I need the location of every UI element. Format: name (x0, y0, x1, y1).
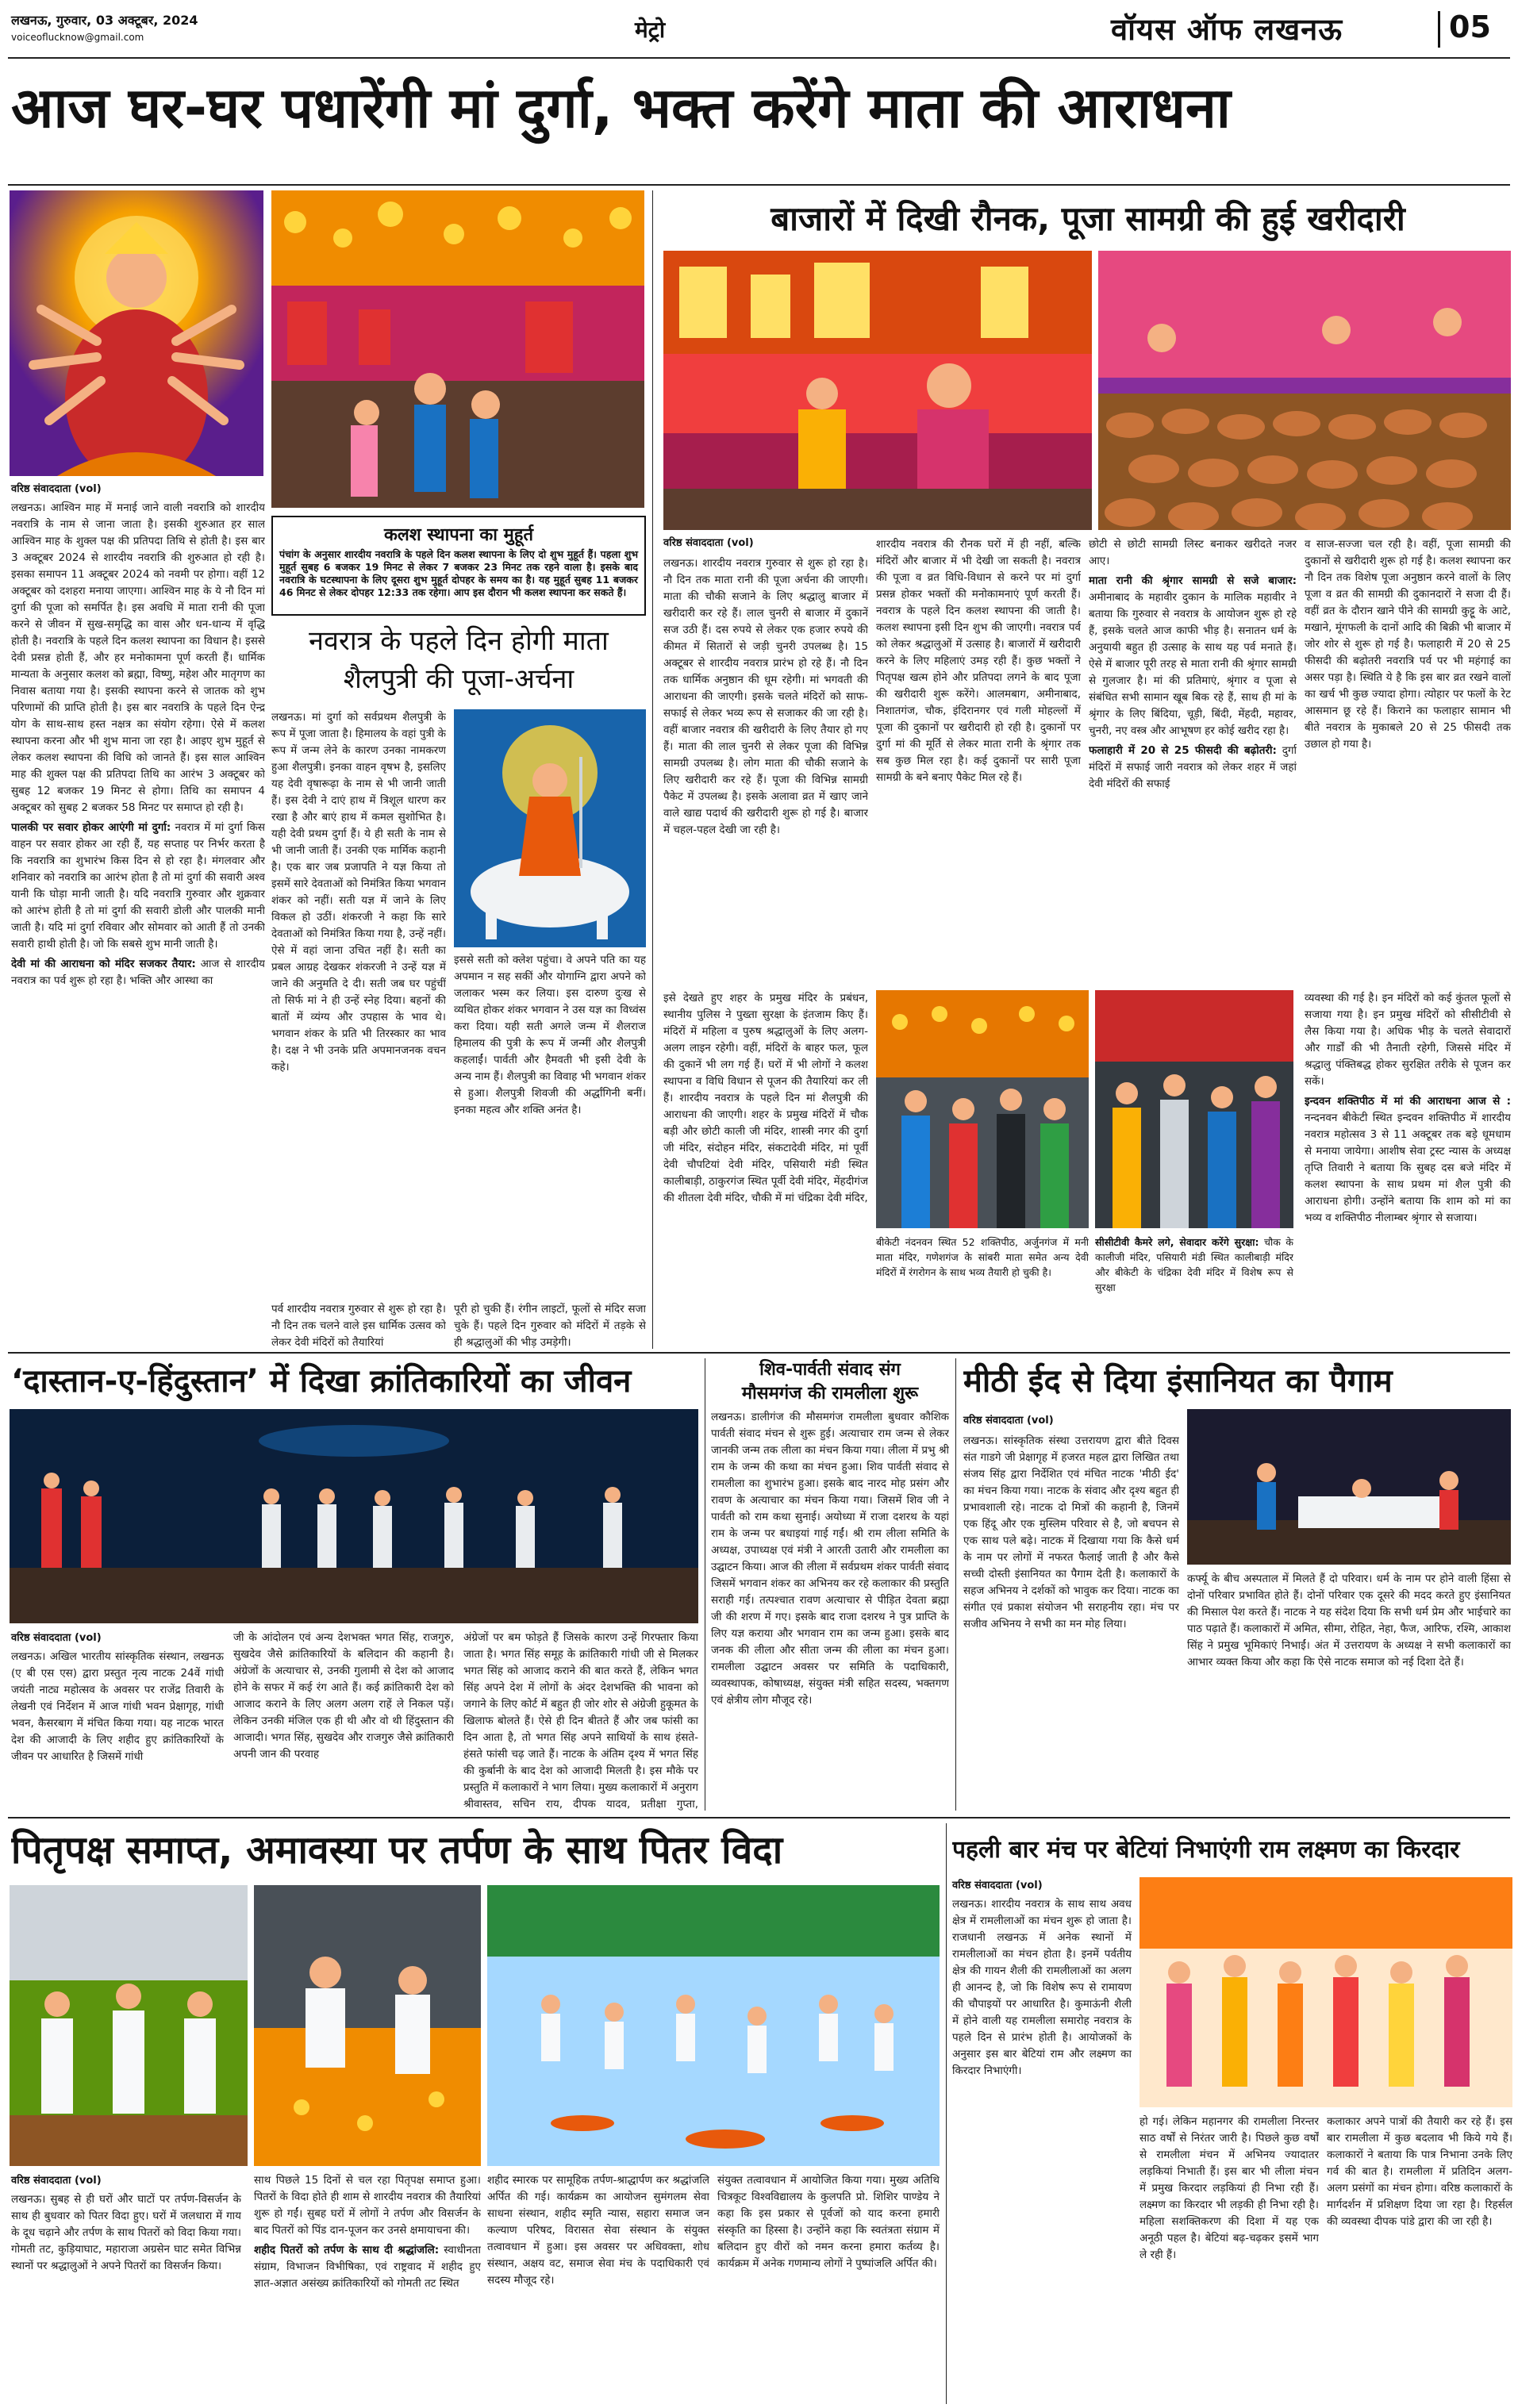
ram-column-3 (1327, 2114, 1512, 2404)
mid-rule-2 (8, 1817, 1510, 1818)
ram-column-1 (952, 1896, 1132, 2404)
temples-col2: व्यवस्था की गई है। इन मंदिरों को कई कुंतल फूलों से सजाया गया है। इन प्रमुख मंदिरों को सीसीटीवी से लैस किया गया है। अधिक भीड़ के चलते सेवादारों और गार्डों की भी तैनाती रहेगी, जिससे मंदिर में श्रद्धालु पंक्तिबद्ध होकर सुरक्षित तरीके से पूजन कर सकें। (1305, 992, 1511, 1088)
column-divider-1 (652, 190, 653, 1349)
pitru-headline: पितृपक्ष समाप्त, अमावस्या पर तर्पण के साथ पितर विदा (11, 1828, 783, 1872)
shiv-headline (711, 1358, 949, 1406)
bazaar-col3: छोटी से छोटी सामग्री लिस्ट बनाकर खरीदते नजर आए। (1089, 538, 1297, 567)
temples-col2-b: नन्दनवन बीकेटी स्थित इन्दवन शक्तिपीठ में शारदीय नवरात्र महोत्सव 3 से 11 अक्टूबर तक बड़े धूमधाम से मनाया जायेगा। आशीष सेवा ट्रस्ट न्यास के अध्यक्ष तृप्ति तिवारी ने बताया कि सुबह दस बजे मंदिर में कलश स्थापना के साथ प्रथम मां शैल पुत्री की आराधना होगी। उन्होंने बताया कि शाम को मां का भव्य व शक्तिपीठ नीलाम्बर श्रृंगार से सजाया। (1305, 1112, 1511, 1224)
temples-column-1 (663, 990, 868, 1349)
shailputri-column-1 (271, 709, 446, 1296)
temple-caption-2 (1095, 1235, 1293, 1349)
bazaar-col3-c: दुर्गा मंदिरों में सफाई जारी नवरात्र को लेकर शहर में जहां देवी मंदिरों की सफाई (1089, 744, 1297, 790)
muhurat-text: पंचांग के अनुसार शारदीय नवरात्रि के पहले दिन कलश स्थापना के लिए दो शुभ मुहूर्त हैं। पहला शुभ मुहूर्त सुबह 6 बजकर 19 मिनट से लेकर 7 बजकर 23 मिनट तक रहने वाला है। इसके बाद नवरात्रि के घटस्थापना के लिए दूसरा शुभ मुहूर्त दोपहर के समय का है। यह मुहूर्त सुबह 11 बजकर 46 मिनट से लेकर दोपहर 12:33 तक रहेगा। आप इस दौरान भी कलश स्थापना कर सकते हैं। (279, 548, 638, 598)
shailputri-headline-2: शैलपुत्री की पूजा-अर्चना (343, 663, 575, 695)
shiv-headline-2: मौसमगंज की रामलीला शुरू (741, 1384, 919, 1404)
dastan-col2: जी के आंदोलन एवं अन्य देशभक्त भगत सिंह, राजगुरु, सुखदेव जैसे क्रांतिकारियों के बलिदान की कहानी है। अंग्रेजों के अत्याचार से, उनकी गुलामी से देश को आजाद होने के सफर में कई रंग आते हैं। कई क्रांतिकारी देश को आजाद कराने के लिए अलग अलग राहें ले निकल पड़ें। लेकिन उनकी मंजिल एक ही थी और वो थी हिंदुस्तान की आजादी। भगत सिंह, सुखदेव और राजगुरु जैसे क्रांतिकारी अपनी जान की परवाह (233, 1631, 454, 1761)
pitru-column-2 (254, 2172, 481, 2404)
pitru-col2-b: स्वाधीनता संग्राम, विभाजन विभीषिका, एवं राष्ट्रवाद में शहीद हुए ज्ञात-अज्ञात असंख्य क्रांतिकारियों को गोमती तट स्थित (254, 2244, 481, 2290)
masthead-divider (1438, 11, 1440, 48)
pitru-col3: शहीद स्मारक पर सामूहिक तर्पण-श्राद्धार्पण कर श्रद्धांजलि अर्पित की गई। कार्यक्रम का आयोजन सुमंगलम सेवा साधना संस्थान, शहीद स्मृति न्यास, सहारा समाज जन कल्याण परिषद, विरासत सेवा संस्थान के संयुक्त तत्वावधान में हुआ। इस अवसर पर अधिवक्ता, शोध संस्थान, अक्षय वट, समाज सेवा मंच के पदाधिकारी एवं सदस्य मौजूद रहे। (487, 2174, 709, 2287)
ram-photo (1139, 1877, 1512, 2107)
story1-column-1 (11, 500, 265, 1309)
pitru-photo-2 (254, 1885, 481, 2166)
dastan-col3: अंग्रेजों पर बम फोड़ते हैं जिसके कारण उन्हें गिरफ्तार किया जाता है। भगत सिंह समूह के क्रांतिकारी गांधी जी से मिलकर भगत सिंह को आजाद कराने की बात करते हैं, लेकिन भगत सिंह अपने देश में लोगों के अंदर देशभक्ति की भावना को जगाने के लिए कोर्ट में बहुत ही जोर शोर से अंग्रेजी हुकूमत के खिलाफ बोलते हैं। ऐसे ही दिन बीतते हैं और जब फांसी का दिन आता है, तो भगत सिंह अपने साथियों के साथ हंसते-हंसते फांसी चढ़ जाते हैं। नाटक के अंतिम दृश्य में भगत सिंह की कुर्बानी के बाद देश को आजादी मिलती है। इस मौके पर प्रस्तुति में कलाकारों ने भाग लिया। मुख्य कलाकारों में अनुराग श्रीवास्तव, सचिन राय, दीपक यादव, प्रतीक्षा गुप्ता, (463, 1631, 698, 1811)
pitru-column-3 (487, 2172, 709, 2404)
ram-col1: लखनऊ। शारदीय नवरात्र के साथ साथ अवध क्षेत्र में रामलीलाओं का मंचन शुरू हो जाता है। राजधानी लखनऊ में अनेक स्थानों में रामलीलाओं का मंचन होता है। इनमें पर्वतीय क्षेत्र की गायन शैली की रामलीलाओं का अलग ही आनन्द है, जो कि विशेष रूप से रामायण की चौपाइयों पर आधारित है। कुमाऊंनी शैली में होने वाली यह रामलीला समारोह नवरात्र के पहले दिन से प्रारंभ होती है। आयोजकों के अनुसार इस बार बेटियां राम और लक्ष्मण का किरदार निभाएंगी। (952, 1898, 1132, 2077)
email: voiceoflucknow@gmail.com (11, 32, 144, 43)
temples-col1: इसे देखते हुए शहर के प्रमुख मंदिर के प्रबंधन, स्थानीय पुलिस ने पुख्ता सुरक्षा के इंतजाम किए हैं। मंदिरों में महिला व पुरुष श्रद्धालुओं के लिए अलग-अलग लाइन रहेगी। वहीं, मंदिरों के बाहर फल, फूल की दुकानें भी लग गई हैं। घरों में भी लोगों ने कलश स्थापना व विधि विधान से पूजन की तैयारियां कर ली हैं। शारदीय नवरात्र के पहले दिन मां शैलपुत्री की आराधना की जाएगी। शहर के प्रमुख मंदिरों में चौक बड़ी और छोटी काली जी मंदिर, शास्त्री नगर की दुर्गा जी मंदिर, संदोहन मंदिर, संकटादेवी मंदिर, मां पूर्वी देवी चौपटियां देवी मंदिर, पसियारी मंडी स्थित कालीबाड़ी, ठाकुरगंज स्थित पूर्वी देवी मंदिर, मेंहदीगंज की शीतला देवी मंदिर, चौकी में मां चंद्रिका देवी मंदिर, (663, 992, 868, 1204)
muhurat-box (271, 516, 646, 616)
temples-column-2 (1305, 990, 1511, 1349)
dastan-column-1 (11, 1649, 224, 1811)
dastan-column-2 (233, 1630, 454, 1811)
shiv-headline-1: शिव-पार्वती संवाद संग (759, 1360, 901, 1380)
story1-bottom-right (454, 1301, 646, 1350)
masthead (0, 0, 1518, 63)
pitru-photo-3 (487, 1885, 940, 2166)
market-photo-1 (271, 190, 644, 508)
temple-caption-1: बीकेटी नंदनवन स्थित 52 शक्तिपीठ, अर्जुनगंज में मनी माता मंदिर, गणेशगंज के सांबरी माता समेत अन्य देवी मंदिरों में रंगरोगन के साथ भव्य तैयारी हो चुकी है। (876, 1236, 1089, 1278)
paper-name: वॉयस ऑफ लखनऊ (1111, 12, 1343, 47)
column-divider-4 (946, 1823, 947, 2404)
story1-bottom-left (271, 1301, 446, 1350)
story1-bottom-a: पर्व शारदीय नवरात्र गुरुवार से शुरू हो रहा है। नौ दिन तक चलने वाले इस धार्मिक उत्सव को लेकर देवी मंदिरों को तैयारियां (271, 1303, 446, 1349)
masthead-rule (8, 57, 1510, 59)
muhurat-title: कलश स्थापना का मुहूर्त (383, 525, 533, 545)
eid-photo (1187, 1409, 1511, 1565)
pitru-col1: लखनऊ। सुबह से ही घरों और घाटों पर तर्पण-विसर्जन के साथ ही बुधवार को पितर विदा हुए। घरों में जलधारा में गाय के दूध चढ़ाने और तर्पण के साथ पितरों को विदा किया गया। गोमती तट, कुड़ियाघाट, महाराजा अग्रसेन घाट समेत विभिन्न स्थानों पर श्रद्धालुओं ने अपने पितरों का विसर्जन किया। (11, 2193, 241, 2272)
bazaar-subhead-shringar: माता रानी की श्रृंगार सामग्री से सजे बाजार: (1089, 574, 1297, 587)
temple-crowd-photo-1 (876, 990, 1089, 1228)
shailputri-headline-1: नवरात्र के पहले दिन होगी माता (309, 625, 609, 657)
shiv-column (711, 1409, 949, 1811)
temple-crowd-photo-2 (1095, 990, 1293, 1228)
bazaar-photo-1 (663, 251, 1092, 530)
bazaar-photo-2 (1098, 251, 1511, 530)
temples-subhead-indavan: इन्दवन शक्तिपीठ में मां की आराधना आज से : (1305, 1095, 1511, 1108)
pitru-credit: वरिष्ठ संवाददाता (vol) (11, 2175, 102, 2187)
pitru-col2: साथ पिछले 15 दिनों से चल रहा पितृपक्ष समाप्त हुआ। पितरों के विदा होते ही शाम से शारदीय नवरात्र की तैयारियां शुरू हो गईं। सुबह घरों में लोगों ने तर्पण और विसर्जन के बाद पितरों को पिंड दान-पूजन कर उनसे क्षमायाचना की। (254, 2174, 481, 2237)
bazaar-credit: वरिष्ठ संवाददाता (vol) (663, 537, 754, 549)
pitru-photo-1 (10, 1885, 248, 2166)
section-label: मेट्रो (635, 17, 666, 43)
eid-column-1 (963, 1433, 1179, 1811)
mid-rule-1 (8, 1352, 1510, 1354)
temple-caption-2-text: चौक के कालीजी मंदिर, पसियारी मंडी स्थित कालीबाड़ी मंदिर और बीकेटी के चंद्रिका देवी मंदिर में विशेष रूप से सुरक्षा (1095, 1236, 1293, 1293)
column-divider-3 (955, 1358, 956, 1811)
story1-col1-text: लखनऊ। आश्विन माह में मनाई जाने वाली नवरात्रि को शारदीय नवरात्रि के नाम से जाना जाता है। इसकी शुरुआत हर साल आश्विन माह के शुक्ल पक्ष की प्रतिपदा तिथि से होती है। इस बार 3 अक्टूबर 2024 से शारदीय नवरात्रि की शुरुआत हो रही है। इसका समापन 11 अक्टूबर 2024 को नवमी पर होगा। वहीं 12 अक्टूबर को दशहरा मनाया जाएगा। आश्विन माह के ये नौ दिन मां दुर्गा की पूजा को समर्पित है। इस अवधि में माता रानी की पूजा करने से जीवन में सुख-समृद्धि का वास और धन-धान्य में वृद्धि होती है। नवरात्रि के पहले दिन कलश स्थापना का विधान है। इससे देवी प्रसन्न होती हैं, और हर मनोकामना पूर्ण करती हैं। धार्मिक मान्यता के अनुसार कलश को ब्रह्मा, विष्णु, महेश और मातृगण का निवास बताया गया है। इसकी स्थापना करने से जातक को शुभ परिणामों की प्राप्ति होती है। इस बार नवरात्रि के पहले दिन ऐन्द्र योग के साथ-साथ हस्त नक्षत्र का संयोग रहेगा। ऐसे में कलश स्थापना करना और भी शुभ माना जा रहा है। आइए शुभ मुहूर्त से लेकर कलश स्थापना की विधि को जानते हैं। इस साल आश्विन माह की शुक्ल पक्ष की प्रतिपदा तिथि का आरंभ 3 अक्टूबर को सुबह 12 बजकर 19 मिनट से होगा। तिथि का समापन 4 अक्टूबर को सुबह 2 बजकर 58 मिनट पर समाप्त हो रही है। (11, 501, 265, 814)
shailputri-col2: इससे सती को क्लेश पहुंचा। वे अपने पति का यह अपमान न सह सकीं और योगाग्नि द्वारा अपने को जलाकर भस्म कर लिया। इस दारुण दुःख से व्यथित होकर शंकर भगवान ने उस यज्ञ का विध्वंस करा दिया। यही सती अगले जन्म में शैलराज हिमालय की पुत्री के रूप में जन्मीं और शैलपुत्री कहलाईं। पार्वती और हैमवती भी इसी देवी के अन्य नाम हैं। शैलपुत्री का विवाह भी भगवान शंकर से हुआ। शैलपुत्री शिवजी की अर्द्धांगिनी बनीं। इनका महत्व और शक्ति अनंत है। (454, 954, 646, 1116)
dastan-col1: लखनऊ। अखिल भारतीय सांस्कृतिक संस्थान, लखनऊ (ए बी एस एस) द्वारा प्रस्तुत नृत्य नाटक 24वें गांधी जयंती नाट्य महोत्सव के अवसर पर राजेंद्र तिवारी के लेखनी एवं निर्देशन में आज गांधी भवन प्रेक्षागृह, गांधी भवन, कैसरबाग में मंचित किया गया। यह नाटक भारत देश की आजादी के लिए शहीद हुए क्रांतिकारियों के जीवन पर आधारित है जिसमें गांधी (11, 1650, 224, 1763)
bazaar-subhead-falahari: फलाहारी में 20 से 25 फीसदी की बढ़ोतरी: (1089, 744, 1277, 757)
pitru-column-1 (11, 2191, 241, 2404)
pitru-column-4 (717, 2172, 940, 2404)
story1-credit: वरिष्ठ संवाददाता (vol) (11, 483, 102, 495)
dastan-column-3-text (463, 1630, 698, 1811)
shailputri-illustration (454, 709, 646, 947)
pitru-subhead-shahid: शहीद पितरों को तर्पण के साथ दी श्रद्धांजलि: (254, 2244, 440, 2256)
ram-col2: हो गई। लेकिन महानगर की रामलीला निरन्तर साठ वर्षों से निरंतर जारी है। पिछले कुछ वर्षों से रामलीला मंचन में अभिनय ज्यादातर लड़कियां निभाती हैं। इस बार भी लीला मंचन में प्रमुख किरदार लड़कियां ही निभा रही हैं। लक्ष्मण का किरदार भी लड़की ही निभा रही है। महिला सशक्तिकरण की दिशा में यह एक अनूठी पहल है। बेटियां बढ़-चढ़कर इसमें भाग ले रही हैं। (1139, 2115, 1319, 2261)
shailputri-col1: लखनऊ। मां दुर्गा को सर्वप्रथम शैलपुत्री के रूप में पूजा जाता है। हिमालय के वहां पुत्री के रूप में जन्म लेने के कारण उनका नामकरण हुआ शैलपुत्री। इनका वाहन वृषभ है, इसलिए यह देवी वृषारूढ़ा के नाम से भी जानी जाती हैं। इस देवी ने दाएं हाथ में त्रिशूल धारण कर रखा है और बाएं हाथ में कमल सुशोभित है। यही देवी प्रथम दुर्गा हैं। ये ही सती के नाम से भी जानी जाती हैं। उनकी एक मार्मिक कहानी है। एक बार जब प्रजापति ने यज्ञ किया तो इसमें सारे देवताओं को निमंत्रित किया भगवान शंकर को नहीं। सती यज्ञ में जाने के लिए विकल हो उठीं। शंकरजी ने कहा कि सारे देवताओं को निमंत्रित किया गया है, उन्हें नहीं। ऐसे में वहां जाना उचित नहीं है। सती का प्रबल आग्रह देखकर शंकरजी ने उन्हें यज्ञ में जाने की अनुमति दे दी। सती जब घर पहुंचीं तो सिर्फ मां ने ही उन्हें स्नेह दिया। बहनों की बातों में व्यंग्य और उपहास के भाव थे। भगवान शंकर के प्रति भी तिरस्कार का भाव है। दक्ष ने भी उनके प्रति अपमानजनक वचन कहे। (271, 711, 446, 1073)
bazaar-column-2 (876, 536, 1081, 984)
ram-headline: पहली बार मंच पर बेटियां निभाएंगी राम लक्ष्मण का किरदार (952, 1836, 1460, 1864)
bazaar-column-3 (1089, 536, 1297, 984)
bazaar-column-4 (1305, 536, 1511, 984)
shailputri-headline (271, 622, 646, 698)
pitru-col4: संयुक्त तत्वावधान में आयोजित किया गया। मुख्य अतिथि चित्रकूट विश्वविद्यालय के कुलपति प्रो. शिशिर पाण्डेय ने कहा कि इस प्रकार से पूर्वजों को याद करना हमारी संस्कृति का हिस्सा है। उन्होंने कहा कि स्वतंत्रता संग्राम में बलिदान हुए वीरों को नमन करना हमारा कर्तव्य है। कार्यक्रम में अनेक गणमान्य लोगों ने पुष्पांजलि अर्पित की। (717, 2174, 940, 2270)
durga-illustration (10, 190, 263, 476)
dateline: लखनऊ, गुरुवार, 03 अक्टूबर, 2024 (11, 13, 198, 28)
eid-column-2 (1187, 1571, 1511, 1811)
eid-headline: मीठी ईद से दिया इंसानियत का पैगाम (963, 1363, 1393, 1400)
bazaar-headline: बाजारों में दिखी रौनक, पूजा सामग्री की हुई खरीदारी (771, 199, 1405, 238)
page-number: 05 (1449, 10, 1491, 44)
headline-rule (8, 184, 1510, 186)
main-headline: आज घर-घर पधारेंगी मां दुर्गा, भक्त करेंगे माता की आराधना (11, 75, 1231, 140)
story1-bottom-b: पूरी हो चुकी हैं। रंगीन लाइटों, फूलों से मंदिर सजा चुके हैं। पहले दिन गुरुवार को मंदिरों में तड़के से ही श्रद्धालुओं की भीड़ उमड़ेगी। (454, 1303, 646, 1349)
story1-subhead-palki: पालकी पर सवार होकर आएंगी मां दुर्गा: (11, 821, 171, 834)
bazaar-col2: शारदीय नवरात्र की रौनक घरों में ही नहीं, बल्कि मंदिरों और बाजार में भी देखी जा सकती है। नवरात्र की पूजा व व्रत विधि-विधान से करने पर मां दुर्गा प्रसन्न होकर भक्तों की मनोकामनाएं पूर्ण करती हैं। नवरात्र के पहले दिन कलश स्थापना की जाती है। कलश स्थापना इसी दिन शुभ की जाएगी। नवरात्र पर्व को लेकर श्रद्धालुओं में उत्साह है। बाजारों में खरीदारी करने के लिए महिलाएं उमड़ रही हैं। कुछ भक्तों ने पितृपक्ष खत्म होने और प्रतिपदा लगने के बाद पूजा की खरीदारी शुरू करेंगे। आलमबाग, अमीनाबाद, निशातगंज, चौक, इंदिरानगर एवं गली मोहल्लों में पूजा की दुकानों पर खरीदारी हो रही है। दुकानों पर दुर्गा मां की मूर्ति से लेकर माता रानी के श्रृंगार तक सब कुछ मिल रहा है। कई दुकानों पर सारी पूजा सामग्री के बने बनाए पैकेट मिल रहे हैं। (876, 538, 1081, 784)
temple-caption-2-bold: सीसीटीवी कैमरे लगे, सेवादार करेंगे सुरक्षा: (1095, 1236, 1259, 1248)
shiv-col: लखनऊ। डालीगंज की मौसमगंज रामलीला बुधवार कौशिक पार्वती संवाद मंचन से शुरू हुई। अत्याचार राम जन्म से लेकर जानकी जन्म तक लीला का मंचन किया गया। लीला में प्रभु श्री राम के जन्म की कथा का मंचन हुआ। शिव पार्वती संवाद से रामलीला का शुभारंभ हुआ। इसके बाद नारद मोह प्रसंग और रावण के अत्याचार का मंचन किया गया। जिसमें शिव जी ने पार्वती को राम कथा सुनाई। अयोध्या में राजा दशरथ के यहां राम के जन्म पर बधाइयां गाई गईं। श्री राम लीला समिति के अध्यक्ष, उपाध्यक्ष एवं मंत्री ने आरती उतारी और रामलीला का उद्घाटन किया। आज की लीला में सर्वप्रथम शंकर पार्वती संवाद जिसमें भगवान शंकर का अभिनय कर रहे कलाकार की प्रस्तुति सराही गई। तत्पश्चात रावण अत्याचार से पीड़ित देवता ब्रह्मा जी की शरण में गए। इसके बाद राजा दशरथ ने पुत्र प्राप्ति के लिए यज्ञ कराया और भगवान राम का जन्म हुआ। इसके बाद जनक की लीला और सीता जन्म की लीला का मंचन हुआ। रामलीला उद्घाटन अवसर पर समिति के पदाधिकारी, व्यवस्थापक, कोषाध्यक्ष, संयुक्त मंत्री सहित सदस्य, भक्तगण एवं क्षेत्रीय लोग मौजूद रहे। (711, 1411, 949, 1707)
bazaar-column-1 (663, 555, 868, 984)
dastan-headline: ‘दास्तान-ए-हिंदुस्तान’ में दिखा क्रांतिकारियों का जीवन (11, 1363, 632, 1400)
dastan-credit: वरिष्ठ संवाददाता (vol) (11, 1632, 102, 1644)
eid-credit: वरिष्ठ संवाददाता (vol) (963, 1415, 1054, 1427)
bazaar-col4: व साज-सज्जा चल रही है। वहीं, पूजा सामग्री की दुकानों से खरीदारी शुरू हो गई है। कलश स्थापना कर नौ दिन तक विशेष पूजा अनुष्ठान करने वालों के लिए पूजा व व्रत की सामग्री की दुकानदारों ने सजा दी हैं। वहीं व्रत के दौरान खाने पीने की सामग्री कुट्टू के आटे, मखाने, मूंगफली के दानों आदि की बिक्री भी बाजार में जोर शोर से शुरू हो गई है। फलाहारी में 20 से 25 फीसदी की बढ़ोतरी नवरात्रि पर्व पर भी महंगाई का असर पड़ा है। स्थिति ये है कि इस बार व्रत रखने वालों का खर्च भी कुछ ज्यादा होगा। त्योहार पर फलों के रेट आसमान छू रहे हैं। किराने का फलाहार सामान भी बीते नवरात्र के मुकाबले 20 से 25 फीसदी तक उछाल हो गया है। (1305, 538, 1511, 751)
ram-col3: कलाकार अपने पात्रों की तैयारी कर रहे हैं। इस बार रामलीला में कुछ बदलाव भी किये गये हैं। कलाकारों ने बताया कि पात्र निभाना उनके लिए गर्व की बात है। रामलीला में प्रतिदिन अलग-अलग प्रसंगों का मंचन होगा। वरिष्ठ कलाकारों के मार्गदर्शन में प्रशिक्षण दिया जा रहा है। रिहर्सल की व्यवस्था दीपक पांडे द्वारा की जा रही है। (1327, 2115, 1512, 2228)
ram-credit: वरिष्ठ संवाददाता (vol) (952, 1880, 1043, 1891)
eid-col2: कर्फ्यू के बीच अस्पताल में मिलते हैं दो परिवार। धर्म के नाम पर होने वाली हिंसा से दोनों परिवार प्रभावित होते हैं। दोनों परिवार एक दूसरे की मदद करते हुए इंसानियत की मिसाल पेश करते हैं। नाटक ने यह संदेश दिया कि सभी धर्म प्रेम और भाईचारे का पाठ पढ़ाते हैं। कलाकारों में अमित, सीमा, रोहित, नेहा, फैज, आरिफ, रश्मि, आकाश सिंह ने प्रमुख भूमिकाएं निभाईं। अंत में उत्तरायण के अध्यक्ष ने सभी कलाकारों का आभार व्यक्त किया और कहा कि ऐसे नाटक समाज को नई दिशा देते हैं। (1187, 1573, 1511, 1669)
eid-col1: लखनऊ। सांस्कृतिक संस्था उत्तरायण द्वारा बीते दिवस संत गाडगे जी प्रेक्षागृह में हजरत महल द्वारा लिखित तथा संजय सिंह द्वारा निर्देशित एवं मंचित नाटक 'मीठी ईद' का मंचन किया गया। नाटक के संवाद और दृश्य बहुत ही प्रभावशाली रहे। नाटक दो मित्रों की कहानी है, जिनमें एक हिंदू और एक मुस्लिम परिवार से है, जो बचपन से एक साथ पले बढ़े। नाटक में दिखाया गया कि कैसे धर्म के नाम पर लोगों में नफरत फैलाई जाती है और कैसे सच्ची दोस्ती इंसानियत का पैगाम देती है। कलाकारों के सहज अभिनय ने दर्शकों को भावुक कर दिया। नाटक का संगीत एवं प्रकाश संयोजन भी सराहनीय रहा। मंच पर सजीव अभिनय ने सभी का मन मोह लिया। (963, 1434, 1179, 1630)
bazaar-col1: लखनऊ। शारदीय नवरात्र गुरुवार से शुरू हो रहा है। नौ दिन तक माता रानी की पूजा अर्चना की जाएगी। माता की चौकी सजाने के लिए श्रद्धालु बाजार में खरीदारी कर रहे हैं। लाल चुनरी से बाजार में दुकानें सज उठी हैं। दस रुपये से लेकर एक हजार रुपये की कीमत में सितारों से जड़ी चुनरी उपलब्ध है। 15 अक्टूबर से शारदीय नवरात्र प्रारंभ हो रहे हैं। नौ दिन तक धार्मिक अनुष्ठान की धूम रहेगी। मां भगवती की आराधना की जाएगी। इसके चलते मंदिरों को साफ-सफाई से लेकर भव्य रूप से सजाकर की जा रही है। वहीं बाजार नवरात्र की खरीदारी के लिए तैयार हो गए हैं। माता की लाल चुनरी से लेकर पूजा की विभिन्न सामग्री उपलब्ध है। लोग माता की चौकी सजाने के लिए खरीदारी कर रहे हैं। पूजा की विभिन्न सामग्री पैकेट में उपलब्ध है। इसके अलावा व्रत में खाए जाने वाले खाद्य पदार्थ की खरीदारी शुरू हो गई है। बाजार में चहल-पहल देखी जा रही है। (663, 557, 868, 836)
ram-column-2 (1139, 2114, 1319, 2404)
story1-subhead-mandir: देवी मां की आराधना को मंदिर सजकर तैयार: (11, 958, 196, 970)
story1-col1-c: आज से शारदीय नवरात्र का पर्व शुरू हो रहा है। भक्ति और आस्था का (11, 958, 265, 987)
story1-col1-b: नवरात्र में मां दुर्गा किस वाहन पर सवार होकर आ रही हैं, यह सप्ताह पर निर्भर करता है कि नवरात्रि का शुभारंभ किस दिन से हो रहा है। मंगलवार और शनिवार को नवरात्रि का आरंभ होता है तो मां दुर्गा की सवारी अश्व यानी कि घोड़ा मानी जाती है। यदि नवरात्रि गुरुवार और शुक्रवार को आरंभ होती है तो मां दुर्गा की सवारी डोली और पालकी मानी जाती है। यदि मां दुर्गा रविवार और सोमवार को आती हैं तो उनकी सवारी हाथी होती है। जो कि सबसे शुभ मानी जाती है। (11, 821, 265, 951)
shailputri-column-2 (454, 952, 646, 1296)
bazaar-col3-b: अमीनाबाद के महावीर दुकान के मालिक महावीर ने बताया कि गुरुवार से नवरात्र के आयोजन शुरू हो रहे हैं, इसके चलते आज काफी भीड़ है। सनातन धर्म के अनुयायी बहुत ही उत्साह के साथ यह पर्व मनाते हैं। ऐसे में बाजार पूरी तरह से माता रानी की श्रृंगार सामग्री से गुलजार है। मां की प्रतिमाएं, श्रृंगार व पूजा से संबंधित सभी सामान खूब बिक रहे हैं, साथ ही मां के श्रृंगार के लिए बिंदिया, चूड़ी, बिंदी, मेंहदी, महावर, चुनरी, नए वस्त्र और आभूषण हर कोई खरीद रहा है। (1089, 591, 1297, 737)
